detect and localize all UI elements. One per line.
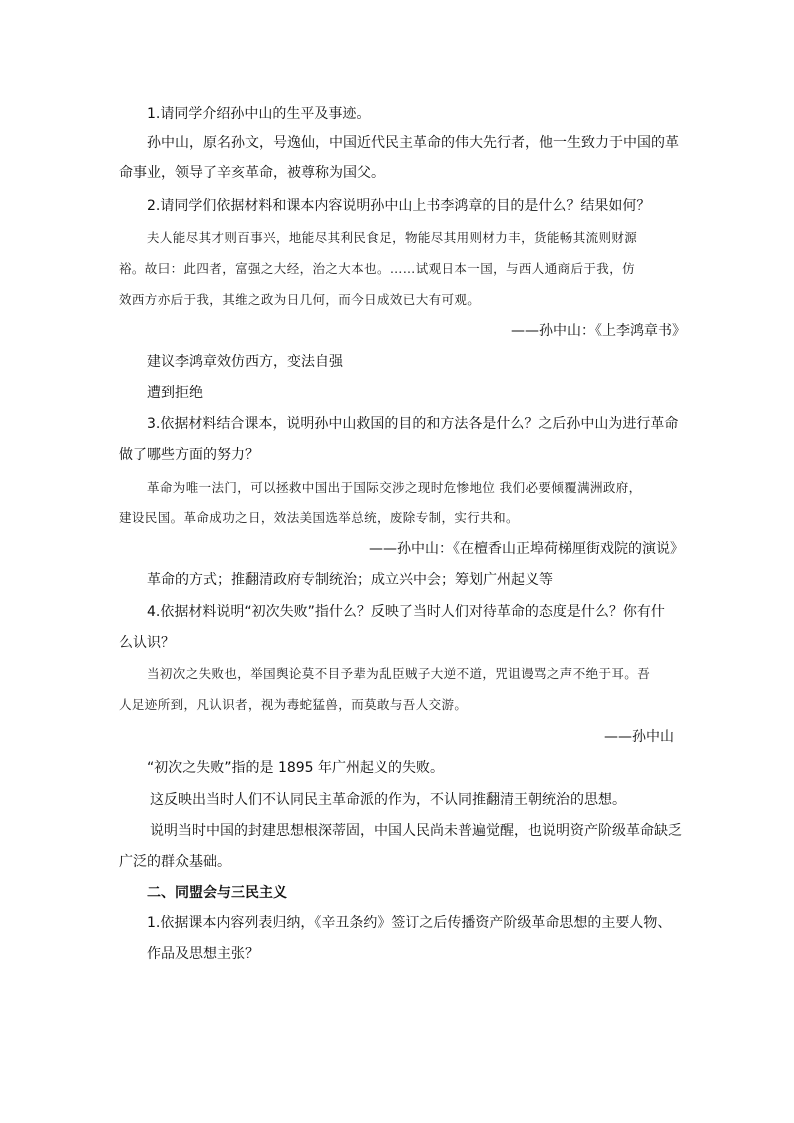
answer-1-line-2: 命事业，领导了辛亥革命，被尊称为国父。 xyxy=(119,165,385,181)
quote-3-line-1: 革命为唯一法门，可以拯救中国出于国际交涉之现时危惨地位 我们必要倾覆满洲政府， xyxy=(147,480,642,495)
answer-1-line-1: 孙中山，原名孙文，号逸仙，中国近代民主革命的伟大先行者，他一生致力于中国的革 xyxy=(147,135,679,151)
quote-3-line-2: 建设民国。革命成功之日，效法美国选举总统，废除专制，实行共和。 xyxy=(119,510,519,525)
quote-2-line-2: 裕。故曰：此四者，富强之大经，治之大本也。……试观日本一国，与西人通商后于我，仿 xyxy=(119,261,636,276)
question-1: 1.请同学介绍孙中山的生平及事迹。 xyxy=(147,106,371,122)
quote-4-source: ——孙中山 xyxy=(604,729,674,745)
answer-4b: 这反映出当时人们不认同民主革命派的作为，不认同推翻清王朝统治的思想。 xyxy=(150,792,626,808)
answer-2b: 遭到拒绝 xyxy=(147,385,203,401)
quote-4-line-2: 人足迹所到，凡认识者，视为毒蛇猛兽，而莫敢与吾人交游。 xyxy=(119,697,468,712)
quote-4-line-1: 当初次之失败也，举国舆论莫不目予辈为乱臣贼子大逆不道，咒诅谩骂之声不绝于耳。吾 xyxy=(147,666,651,681)
quote-2-source: ——孙中山：《上李鸿章书》 xyxy=(511,323,686,339)
section-2-heading: 二、同盟会与三民主义 xyxy=(147,885,287,901)
question-4-line-2: 么认识？ xyxy=(119,635,175,651)
question-2: 2.请同学们依据材料和课本内容说明孙中山上书李鸿章的目的是什么？结果如何？ xyxy=(147,198,651,214)
section-2-question-1-line-1: 1.依据课本内容列表归纳，《辛丑条约》签订之后传播资产阶级革命思想的主要人物、 xyxy=(147,915,672,931)
answer-4c-line-2: 广泛的群众基础。 xyxy=(119,854,231,870)
section-2-question-1-line-2: 作品及思想主张？ xyxy=(147,946,259,962)
answer-3: 革命的方式；推翻清政府专制统治；成立兴中会；筹划广州起义等 xyxy=(147,572,553,588)
question-4-line-1: 4.依据材料说明“初次失败”指什么？反映了当时人们对待革命的态度是什么？你有什 xyxy=(147,604,665,620)
quote-3-source: ——孙中山：《在檀香山正埠荷梯厘街戏院的演说》 xyxy=(369,541,684,557)
quote-2-line-3: 效西方亦后于我，其维之政为日几何，而今日成效已大有可观。 xyxy=(119,292,481,307)
answer-4c-line-1: 说明当时中国的封建思想根深蒂固，中国人民尚未普遍觉醒，也说明资产阶级革命缺乏 xyxy=(150,823,682,839)
answer-4a: “初次之失败”指的是 1895 年广州起义的失败。 xyxy=(147,760,445,776)
question-3-line-2: 做了哪些方面的努力？ xyxy=(119,447,259,463)
quote-2-line-1: 夫人能尽其才则百事兴，地能尽其利民食足，物能尽其用则材力丰，货能畅其流则财源 xyxy=(147,230,638,245)
question-3-line-1: 3.依据材料结合课本，说明孙中山救国的目的和方法各是什么？之后孙中山为进行革命 xyxy=(147,416,679,432)
answer-2a: 建议李鸿章效仿西方，变法自强 xyxy=(147,354,343,370)
